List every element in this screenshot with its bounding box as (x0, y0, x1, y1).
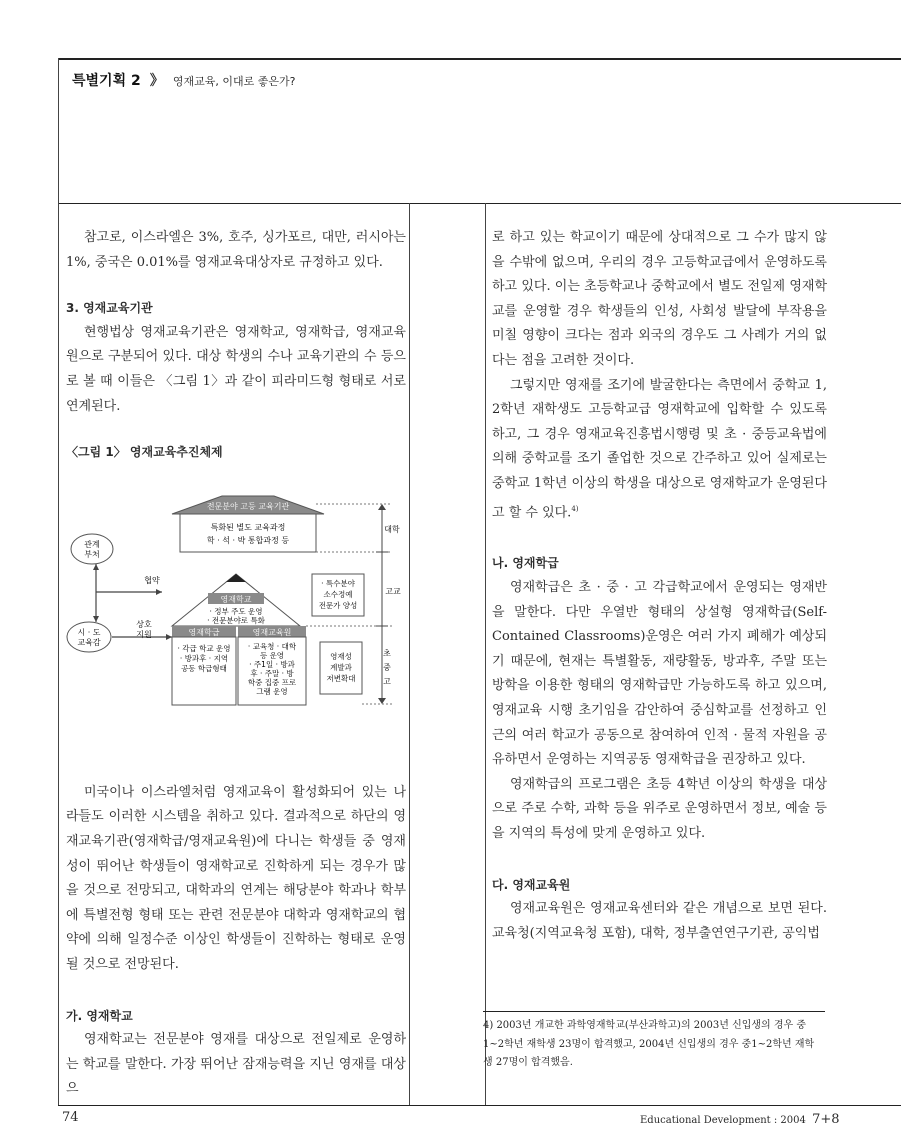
issue-number: 7+8 (812, 1112, 840, 1127)
mutual-support-label-1: 상호 (136, 620, 152, 629)
level-elem: 초 (383, 649, 391, 658)
gifted-center-desc-6: 그램 운영 (256, 687, 288, 696)
ministry-label-2: 부처 (84, 550, 100, 559)
right-paragraph-2-text: 그렇지만 영재를 조기에 발굴한다는 측면에서 중학교 1, 2학년 재학생도 고등학교급 영재학교에 입학할 수 있도록 하고, 그 경우 영재교육진흥법시행령 및 초 · 중등교육법에 의해 중학교를 조기 졸업한 것으로 간주하고 있어 실제로는 중학교 1학년 이상의 학생을 대상으로 영재학교가 운영된다고 할 수 있다. (492, 377, 827, 520)
subsection-heading-na: 나. 영재학급 (492, 556, 559, 571)
popularization-2: 계발과 (330, 663, 352, 672)
superintendent-label-2: 교육감 (77, 638, 101, 647)
gifted-center-title: 영재교육원 (252, 628, 292, 637)
special-field-3: 전문가 양성 (318, 601, 358, 610)
level-university: 대학 (384, 525, 400, 534)
top-institution-title: 전문분야 고등 교육기관 (206, 502, 290, 511)
footnote-ref-4: 4) (571, 504, 579, 513)
series-title: 특별기획 2 (72, 73, 141, 89)
right-paragraph-5: 영재교육원은 영재교육센터와 같은 개념으로 보면 된다. 교육청(지역교육청 포함), 대학, 정부출연연구기관, 공익법 (492, 901, 827, 941)
level-high: 고 (383, 677, 391, 686)
figure-caption: 〈그림 1〉 영재교육추진체제 (66, 445, 223, 460)
subsection-heading-da: 다. 영재교육원 (492, 877, 571, 892)
footnote-4: 4) 2003년 개교한 과학영재학교(부산과학고)의 2003년 신입생의 경우 중1~2학년 재학생 23명이 합격했고, 2004년 신입생의 경우 중1~2학년 재학생 27명이 합격했음. (483, 1020, 815, 1068)
popularization-1: 영재성 (330, 652, 352, 661)
gifted-center-desc-4: 후 · 주말 · 방 (250, 669, 294, 678)
gifted-center-desc-5: 학중 집중 프로 (247, 678, 297, 687)
gifted-center-desc-2: 등 운영 (259, 651, 285, 660)
column-rule-2 (485, 203, 486, 1105)
right-paragraph-3: 영재학급은 초 · 중 · 고 각급학교에서 운영되는 영재반을 말한다. 다만 우열반 형태의 상설형 영재학급(Self-Contained Classrooms)운영은 여러 가지 폐해가 예상되기 때문에, 현재는 특별활동, 재량활동, 방과후, 주말 또는 방학을 이용한 형태의 영재학급만 가능하도록 하고 있으며, 영재교육 시행 초기임을 감안하여 중심학교를 선정하고 인근의 여러 학교가 공동으로 참여하여 인적 · 물적 자원을 공유하면서 운영하는 지역공동 영재학급을 권장하고 있다. (492, 580, 827, 768)
journal-footer (640, 1112, 840, 1127)
gifted-class-title: 영재학급 (188, 628, 220, 637)
header-bottom-rule (58, 203, 901, 204)
chevron-icon: 》 (149, 73, 164, 89)
page-number: 74 (62, 1110, 79, 1125)
gifted-class-desc-2: · 방과후 · 지역 (179, 654, 229, 663)
level-mid: 중 (383, 663, 391, 672)
special-field-1: · 특수분야 (321, 579, 355, 588)
right-paragraph-4: 영재학급의 프로그램은 초등 4학년 이상의 학생을 대상으로 주로 수학, 과학 등을 위주로 운영하면서 정보, 예술 등을 지역의 특성에 맞게 운영하고 있다. (492, 776, 827, 841)
top-desc-2: 학 · 석 · 박 통합과정 등 (206, 536, 290, 545)
left-paragraph-2: 현행법상 영재교육기관은 영재학교, 영재학급, 영재교육원으로 구분되어 있다. 대상 학생의 수나 교육기관의 수 등으로 볼 때 이들은 〈그림 1〉과 같이 피라미드형 형태로 서로 연계된다. (66, 324, 406, 414)
agreement-label: 협약 (144, 576, 160, 585)
special-field-2: 소수정예 (323, 590, 353, 599)
gifted-center-desc-1: · 교육청 · 대학 (247, 642, 297, 651)
column-rule-1 (409, 203, 410, 1105)
gifted-school-desc-1: · 정부 주도 운영 (209, 607, 263, 616)
left-paragraph-4: 영재학교는 전문분야 영재를 대상으로 전일제로 운영하는 학교를 말한다. 가장 뛰어난 잠재능력을 지닌 영재를 대상으 (66, 1032, 406, 1097)
popularization-3: 저변확대 (326, 674, 356, 683)
gifted-class-desc-3: 공동 학급형태 (181, 664, 227, 673)
gifted-school-desc-2: · 전문분야로 특화 (207, 616, 265, 625)
gifted-center-desc-3: · 주1일 · 방과 (249, 660, 295, 669)
section-heading-3: 3. 영재교육기관 (66, 301, 153, 316)
footnote-rule (483, 1011, 825, 1012)
gifted-education-system-diagram (62, 494, 402, 769)
subsection-heading-ga: 가. 영재학교 (66, 1008, 133, 1023)
top-rule (58, 58, 901, 60)
mutual-support-label-2: 지원 (136, 630, 152, 639)
gifted-class-desc-1: · 각급 학교 운영 (177, 644, 231, 653)
top-desc-1: 특화된 별도 교육과정 (210, 523, 286, 532)
running-header (72, 70, 296, 90)
page-left-rule (58, 58, 59, 1105)
ministry-label-1: 관계 (84, 540, 100, 549)
bottom-rule (58, 1105, 901, 1106)
section-subtitle: 영재교육, 이대로 좋은가? (172, 75, 296, 88)
left-paragraph-1: 참고로, 이스라엘은 3%, 호주, 싱가포르, 대만, 러시아는 1%, 중국은 0.01%를 영재교육대상자로 규정하고 있다. (66, 230, 406, 270)
left-paragraph-3: 미국이나 이스라엘처럼 영재교육이 활성화되어 있는 나라들도 이러한 시스템을 취하고 있다. 결과적으로 하단의 영재교육기관(영재학급/영재교육원)에 다니는 학생들 중 영재성이 뛰어난 학생들이 영재학교로 진학하게 되는 경우가 많을 것으로 전망되고, 대학과의 연계는 해당분야 학과나 학부에 특별전형 형태 또는 관련 전문분야 대학과 영재학교의 협약에 의해 일정수준 이상인 학생들이 진학하는 형태로 운영될 것으로 전망된다. (66, 784, 406, 972)
journal-name: Educational Development : 2004 (640, 1115, 806, 1126)
superintendent-label-1: 시 · 도 (77, 628, 101, 637)
right-column (492, 226, 827, 946)
right-paragraph-1: 로 하고 있는 학교이기 때문에 상대적으로 그 수가 많지 않을 수밖에 없으며, 우리의 경우 고등학교급에서 운영하도록 하고 있다. 이는 초등학교나 중학교에서 별도 전일제 영재학교를 운영할 경우 학생들의 인성, 사회성 발달에 부작용을 미칠 영향이 크다는 점과 외국의 경우도 그 사례가 거의 없다는 점을 고려한 것이다. (492, 230, 827, 368)
right-paragraph-2 (492, 374, 827, 526)
gifted-school-title: 영재학교 (220, 595, 252, 604)
level-highschool: 고교 (385, 587, 401, 596)
